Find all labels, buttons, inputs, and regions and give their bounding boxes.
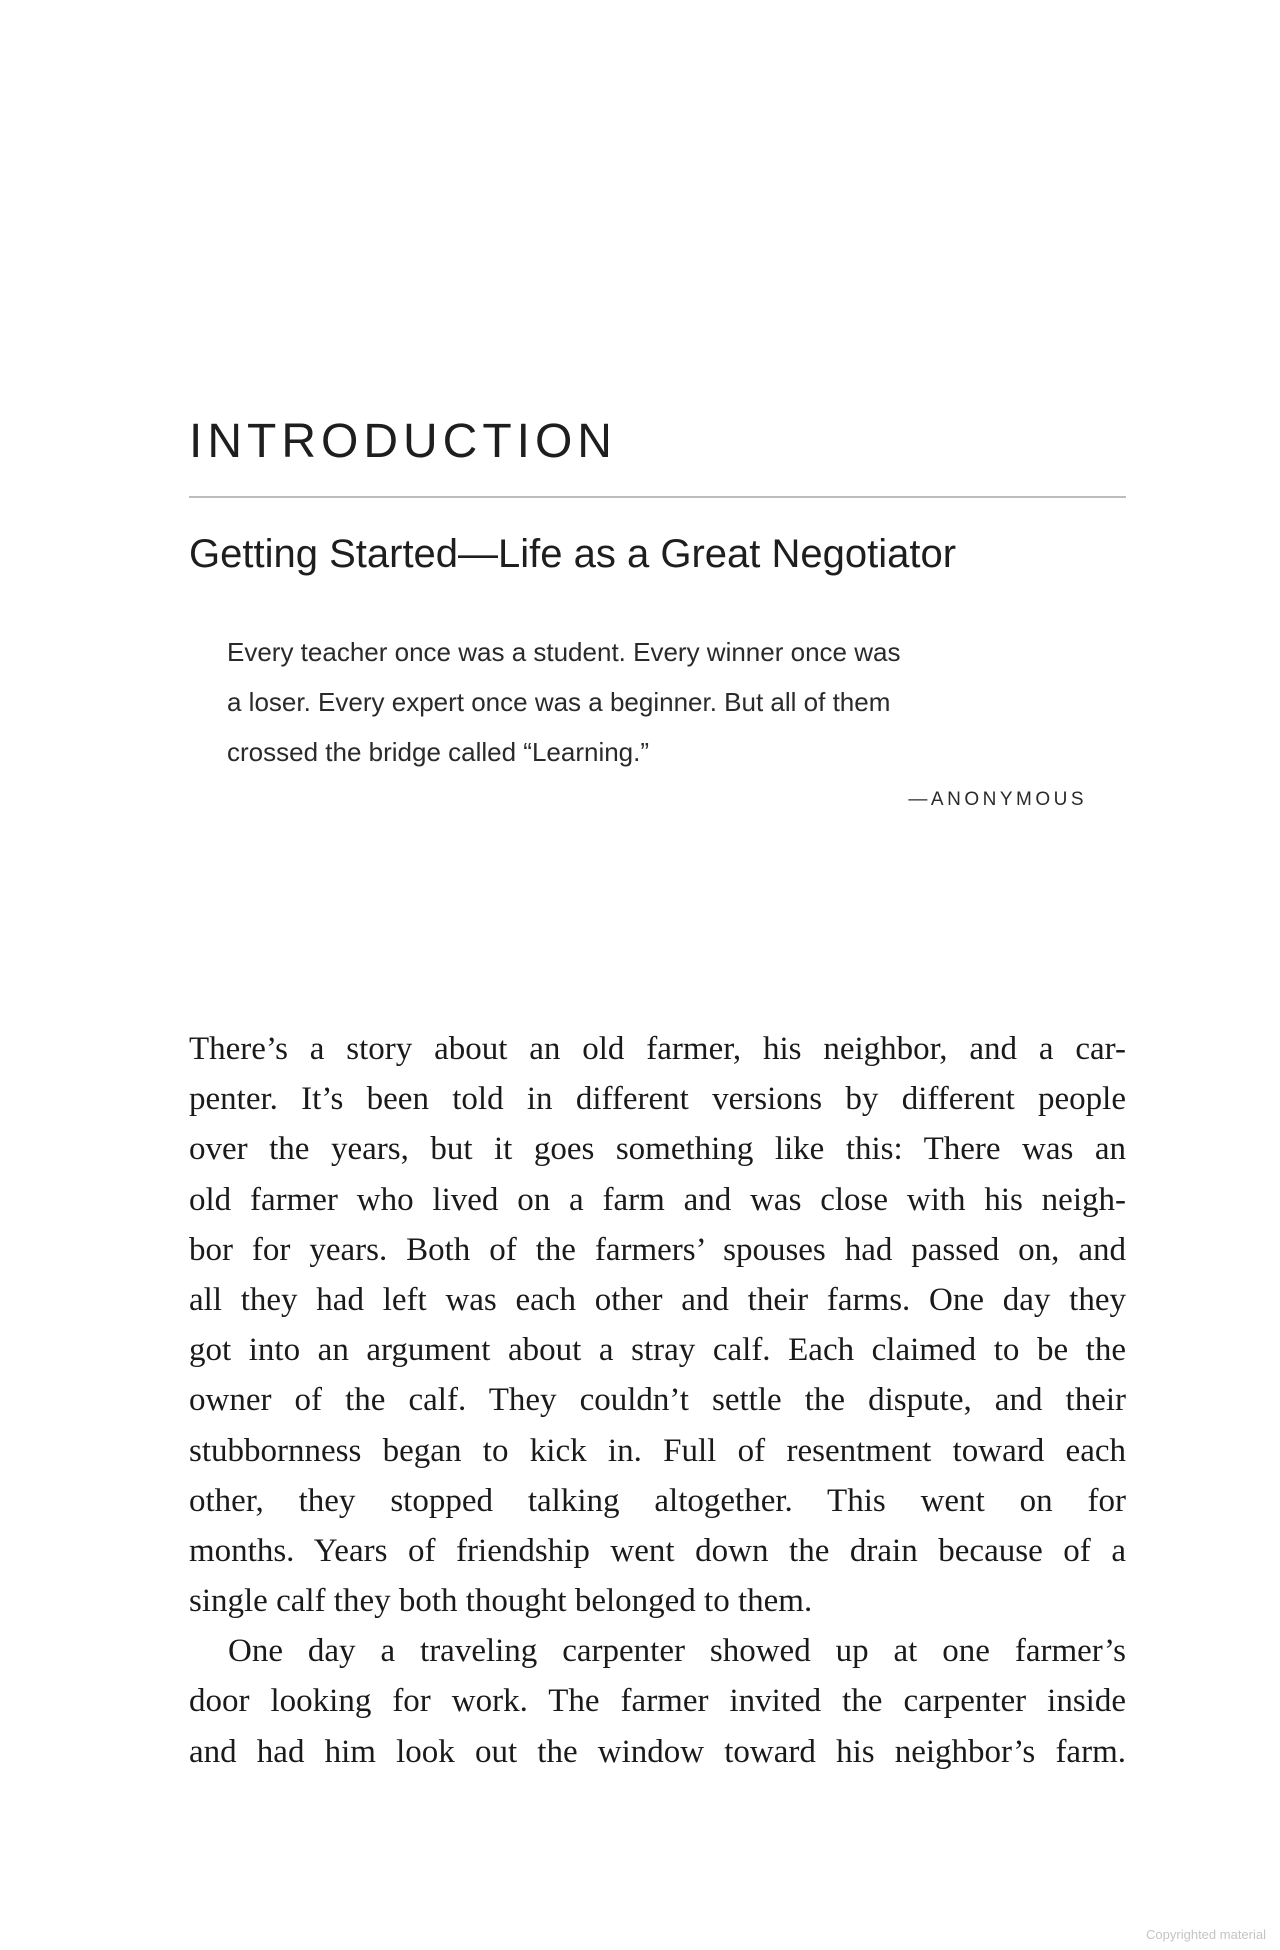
paragraph-2 <box>189 1626 1126 1777</box>
text-line: penter. It’s been told in different versions by different people <box>189 1081 1126 1118</box>
chapter-label: INTRODUCTION <box>189 415 617 468</box>
title-divider <box>189 496 1126 498</box>
text-line: all they had left was each other and their farms. One day they <box>189 1281 1126 1318</box>
text-line: door looking for work. The farmer invited the carpenter inside <box>189 1683 1126 1720</box>
paragraph-1 <box>189 1024 1126 1626</box>
text-line: One day a traveling carpenter showed up at one farmer’s <box>228 1633 1126 1670</box>
text-line: stubbornness began to kick in. Full of resentment toward each <box>189 1432 1126 1469</box>
text-line: owner of the calf. They couldn’t settle the dispute, and their <box>189 1382 1126 1419</box>
text-line: single calf they both thought belonged to them. <box>189 1583 813 1620</box>
epigraph-line: Every teacher once was a student. Every winner once was <box>227 637 901 667</box>
epigraph-line: crossed the bridge called “Learning.” <box>227 737 650 767</box>
epigraph <box>227 627 1097 777</box>
chapter-title: Getting Started—Life as a Great Negotiator <box>189 532 957 576</box>
copyright-notice: Copyrighted material <box>1146 1927 1266 1942</box>
text-line: There’s a story about an old farmer, his neighbor, and a car- <box>189 1031 1126 1067</box>
text-line: months. Years of friendship went down the drain because of a <box>189 1532 1126 1569</box>
epigraph-line: a loser. Every expert once was a beginner. But all of them <box>227 687 891 717</box>
text-line: got into an argument about a stray calf. Each claimed to be the <box>189 1332 1126 1369</box>
epigraph-attribution: —ANONYMOUS <box>908 789 1087 810</box>
text-line: over the years, but it goes something like this: There was an <box>189 1131 1126 1168</box>
text-line: other, they stopped talking altogether. This went on for <box>189 1482 1126 1519</box>
body-text <box>189 1024 1126 1777</box>
text-line: old farmer who lived on a farm and was close with his neigh- <box>189 1181 1126 1218</box>
text-line: bor for years. Both of the farmers’ spouses had passed on, and <box>189 1231 1126 1268</box>
text-line: and had him look out the window toward his neighbor’s farm. <box>189 1733 1126 1770</box>
